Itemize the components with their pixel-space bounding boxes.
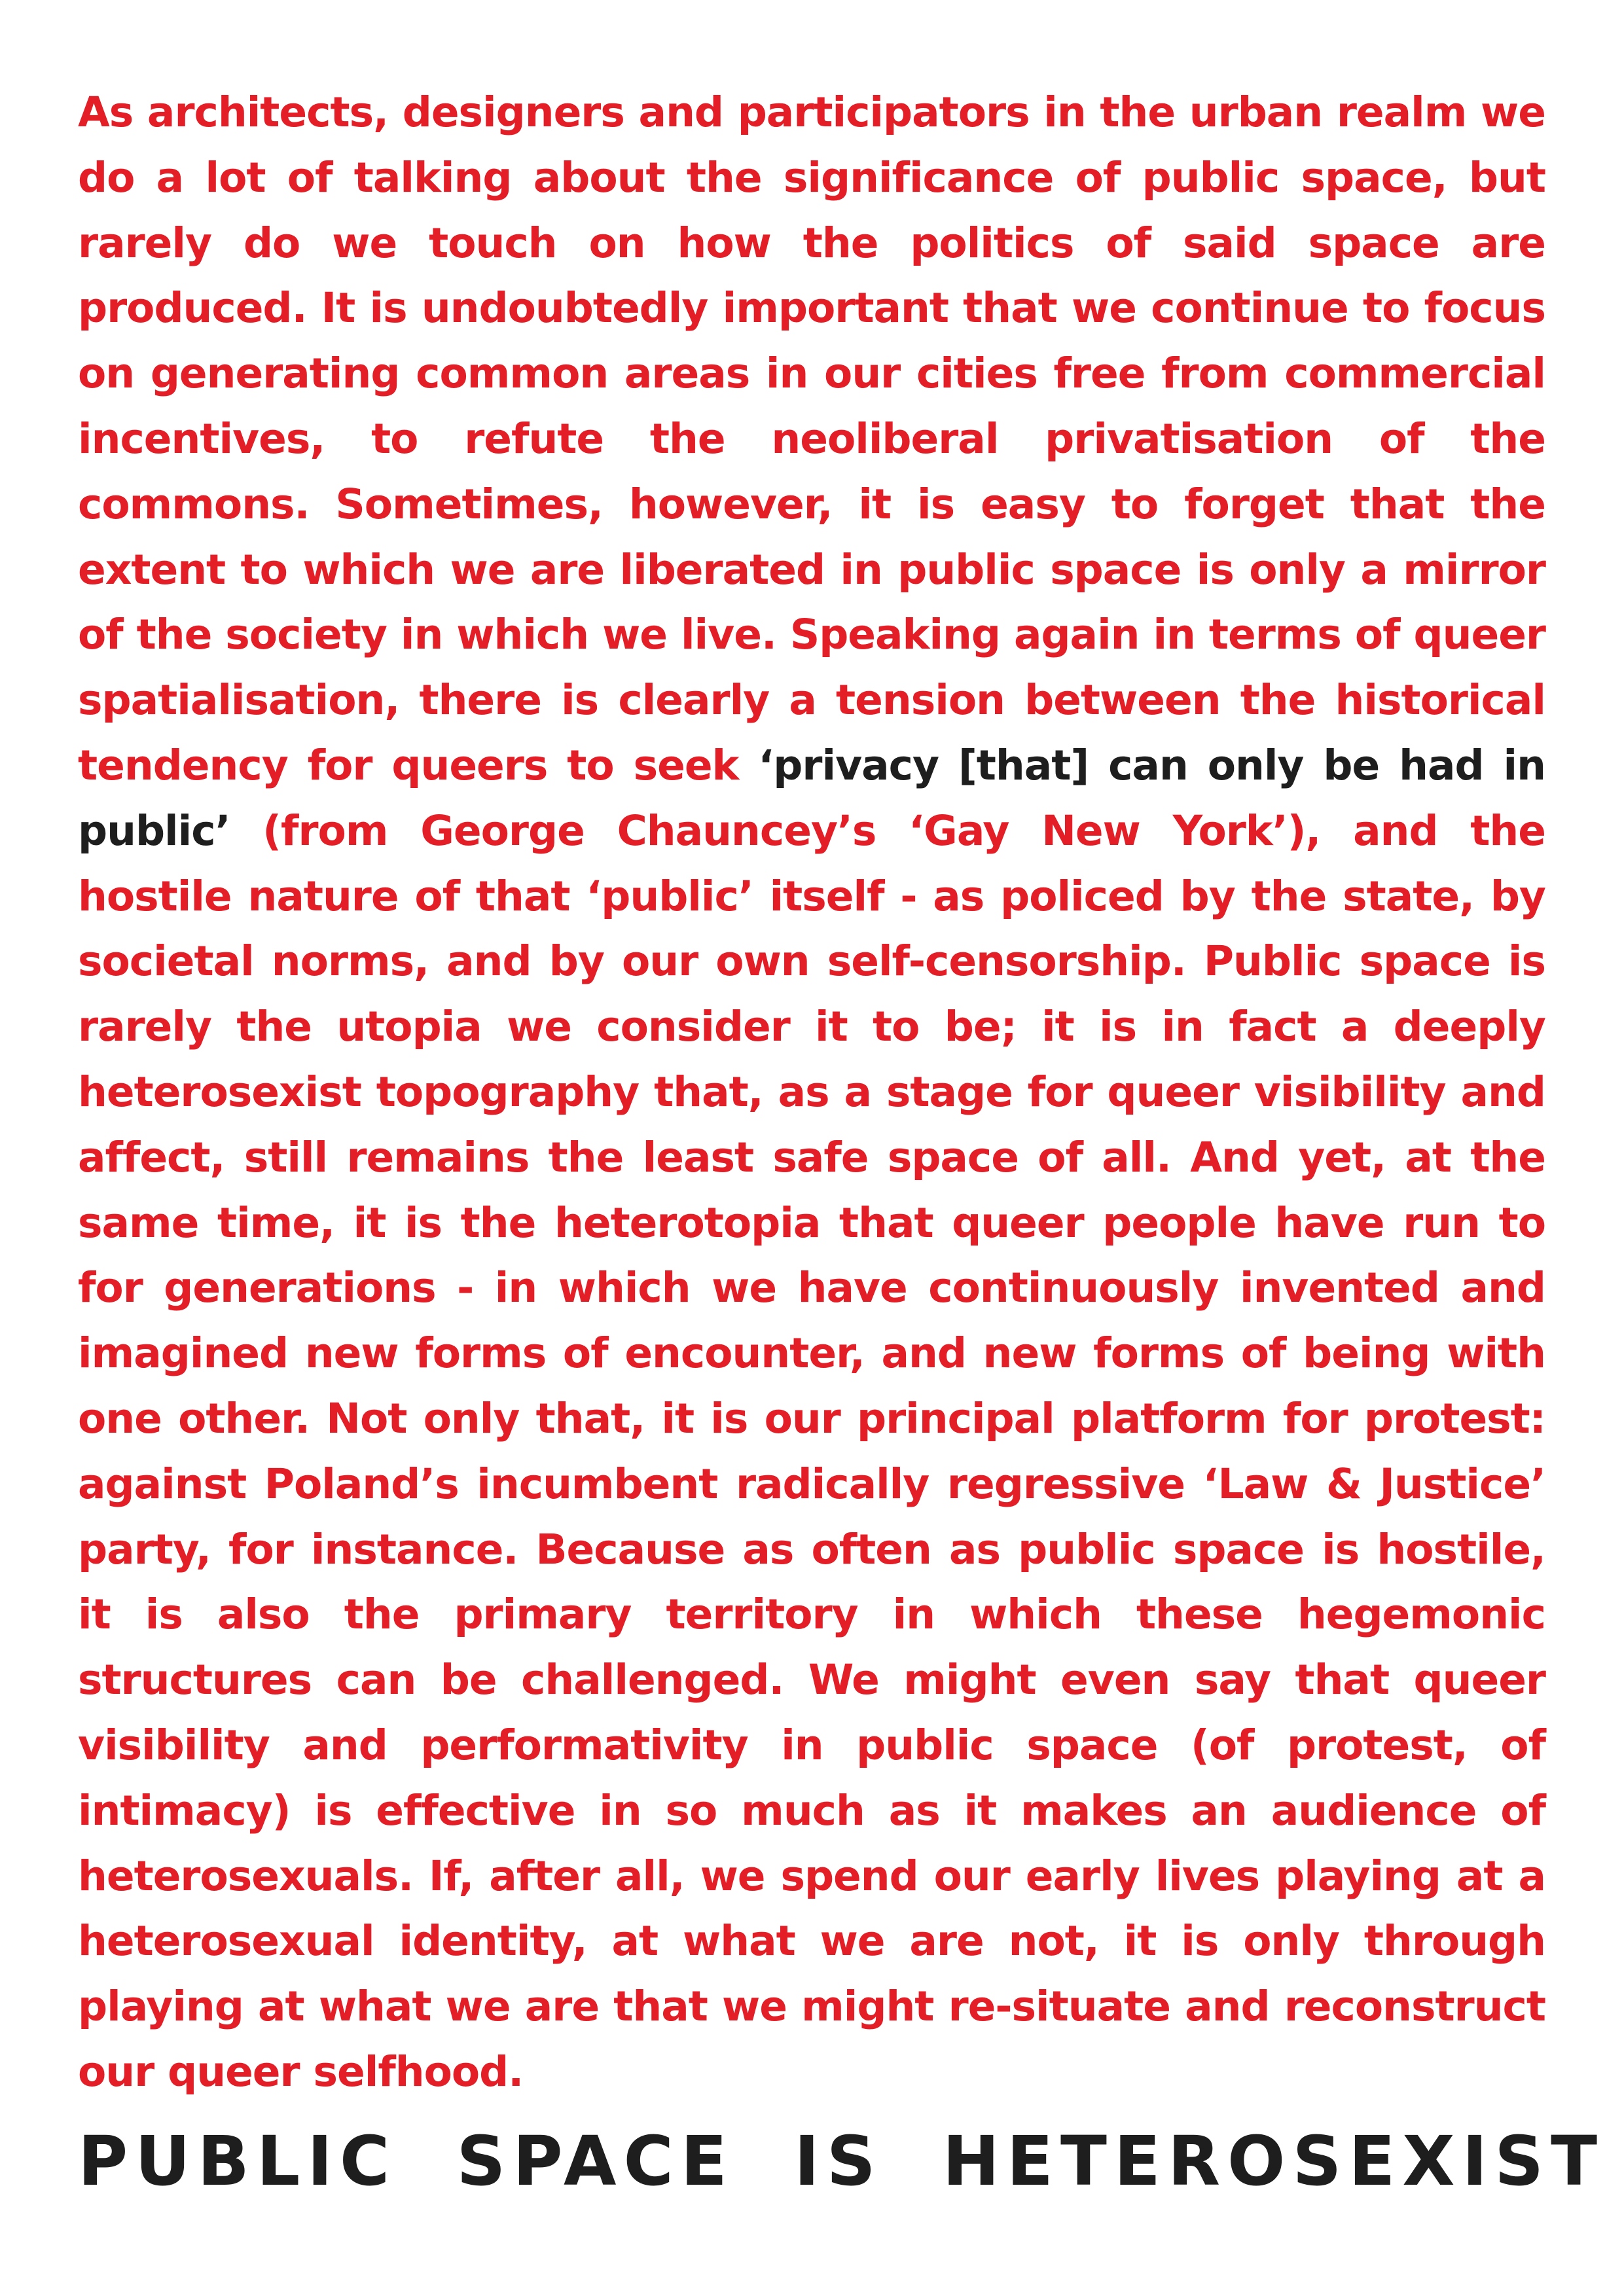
essay-text-part-1: As architects, designers and participators in the urban realm we do a lot of talking about the significance of public space, but rarely do we touch on how the politics of said space are produced. It is undoubtedly important that we continue to focus on generating common areas in our cities free from commercial incentives, to refute the neoliberal privatisation of the commons. Sometimes, however, it is easy to forget that the extent to which we are liberated in public space is only a mirror of the society in which we live. Speaking again in terms of queer spatialisation, there is clearly a tension between the historical tendency for queers to seek (78, 88, 1545, 789)
essay-text-part-2: (from George Chauncey’s ‘Gay New York’), and the hostile nature of that ‘public’ itself - as policed by the state, by societal norms, and by our own self-censorship. Public space is rarely the utopia we consider it to be; it is in fact a deeply heterosexist topography that, as a stage for queer visibility and affect, still remains the least safe space of all. And yet, at the same time, it is the heterotopia that queer people have run to for generations - in which we have continuously invented and imagined new forms of encounter, and new forms of being with one other. Not only that, it is our principal platform for protest: against Poland’s incumbent radically regressive ‘Law & Justice’ party, for instance. Because as often as public space is hostile, it is also the primary territory in which these hegemonic structures can be challenged. We might even say that queer visibility and performativity in public space (of protest, of intimacy) is effective in so much as it makes an audience of heterosexuals. If, after all, we spend our early lives playing at a heterosexual identity, at what we are not, it is only through playing at what we are that we might re-situate and reconstruct our queer selfhood. (78, 806, 1545, 2096)
poster-title: PUBLIC SPACE IS HETEROSEXIST (78, 2121, 1605, 2201)
chauncey-quote: ‘privacy [that] can only be had in public’ (78, 741, 1545, 855)
essay-paragraph (78, 80, 1545, 2105)
